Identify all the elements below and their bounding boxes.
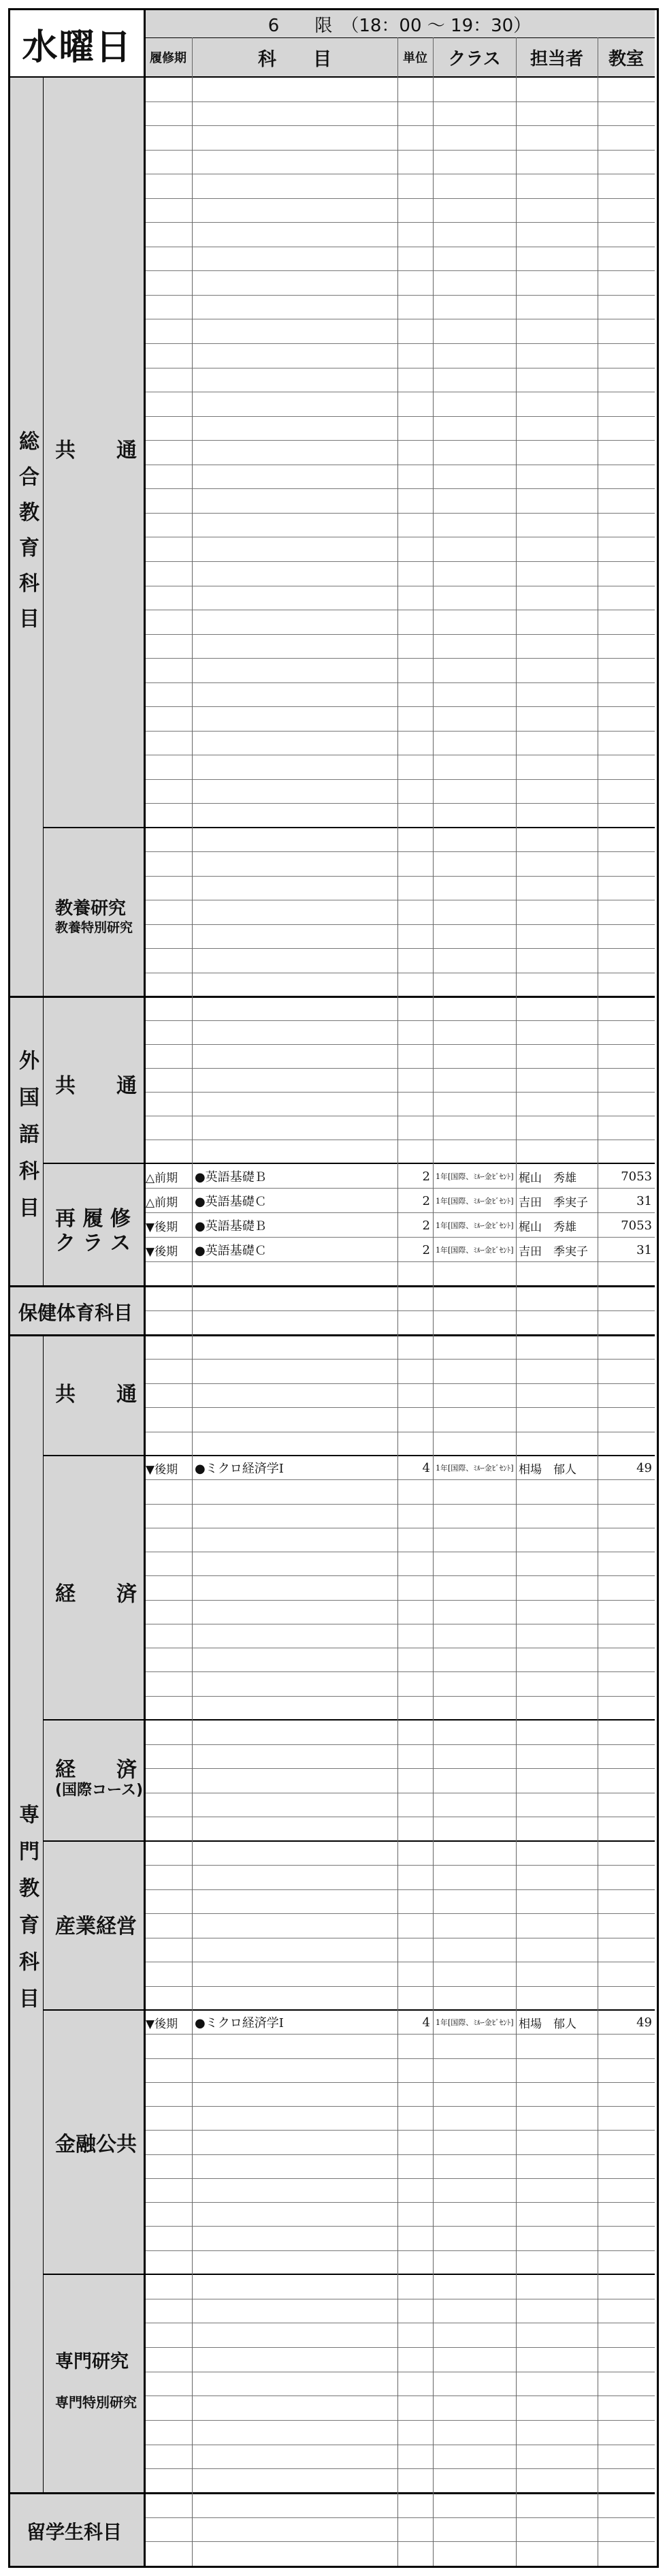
- course-row[interactable]: [144, 1456, 655, 1480]
- section-divider: [43, 1719, 655, 1721]
- section-general-common: [43, 77, 144, 828]
- course-room: 49: [636, 2015, 652, 2030]
- row-divider: [144, 1600, 655, 1601]
- row-divider: [144, 948, 655, 949]
- column-divider: [516, 37, 517, 2566]
- course-term: ▼後期: [146, 2017, 178, 2031]
- group-label-divider: [43, 77, 44, 1286]
- course-subject: ●英語基礎Ｂ: [195, 1170, 267, 1184]
- course-room: 7053: [621, 1218, 652, 1233]
- course-instructor: 梶山 秀雄: [519, 1220, 576, 1234]
- finance-label: 金融公共: [55, 2133, 137, 2156]
- row-divider: [144, 851, 655, 852]
- course-class: 1年[国際、ﾐﾙｰ金ﾋﾞｾﾝﾄ]: [436, 1464, 514, 1473]
- row-divider: [144, 1889, 655, 1890]
- row-divider: [144, 2178, 655, 2179]
- row-divider: [144, 1744, 655, 1745]
- section-divider: [43, 827, 655, 828]
- period-title: 6 限 （18：00 ～ 19：30）: [144, 10, 655, 37]
- course-credits: 4: [422, 2015, 430, 2030]
- group-divider: [10, 1334, 655, 1336]
- row-divider: [144, 779, 655, 780]
- column-header-row: [144, 37, 655, 77]
- row-divider: [144, 1020, 655, 1021]
- col-class: クラス: [448, 48, 501, 69]
- economics-intl-label-1: 経 済: [55, 1758, 137, 1782]
- column-divider: [433, 37, 434, 2566]
- header-divider: [10, 76, 655, 78]
- course-term: ▼後期: [146, 1462, 178, 1477]
- row-divider: [144, 2082, 655, 2083]
- row-divider: [144, 1696, 655, 1697]
- header-inner-divider: [144, 37, 655, 38]
- row-divider: [144, 1383, 655, 1384]
- course-subject: ●英語基礎Ｃ: [195, 1195, 267, 1209]
- row-divider: [144, 2250, 655, 2251]
- row-divider: [144, 222, 655, 223]
- course-row[interactable]: [144, 1164, 655, 1189]
- group-major: [10, 1335, 43, 2493]
- row-divider: [144, 706, 655, 707]
- section-major-research: [43, 2274, 144, 2493]
- group-foreign-label: 外国語科目: [15, 1049, 39, 1234]
- course-class: 1年[国際、ﾐﾙｰ金ﾋﾞｾﾝﾄ]: [436, 2018, 514, 2027]
- major-research-sub-label: 専門特別研究: [55, 2394, 137, 2410]
- row-divider: [144, 634, 655, 635]
- course-class: 1年[国際、ﾐﾙｰ金ﾋﾞｾﾝﾄ]: [436, 1221, 514, 1230]
- day-title: 水曜日: [22, 27, 133, 68]
- col-room: 教室: [608, 48, 644, 69]
- row-divider: [144, 1310, 655, 1311]
- row-divider: [144, 2347, 655, 2348]
- liberal-research-label: 教養研究: [55, 898, 127, 919]
- group-divider: [10, 1285, 655, 1287]
- row-divider: [144, 198, 655, 199]
- row-divider: [144, 2420, 655, 2421]
- section-divider: [43, 2274, 655, 2275]
- group-label-divider: [43, 1335, 44, 2493]
- section-economics-intl: [43, 1720, 144, 1841]
- group-foreign: [10, 996, 43, 1286]
- course-room: 31: [636, 1242, 652, 1257]
- course-subject: ●英語基礎Ｂ: [195, 1219, 267, 1234]
- row-divider: [144, 270, 655, 271]
- group-divider: [10, 996, 655, 998]
- course-instructor: 梶山 秀雄: [519, 1171, 576, 1185]
- foreign-common-label: 共 通: [55, 1074, 137, 1098]
- column-divider: [192, 37, 193, 2566]
- row-divider: [144, 924, 655, 925]
- course-class: 1年[国際、ﾐﾙｰ金ﾋﾞｾﾝﾄ]: [436, 1246, 514, 1255]
- row-divider: [144, 440, 655, 441]
- group-divider: [10, 2492, 655, 2494]
- row-divider: [144, 1092, 655, 1093]
- course-term: ▼後期: [146, 1244, 178, 1259]
- course-row[interactable]: [144, 1189, 655, 1213]
- row-divider: [144, 1407, 655, 1408]
- row-divider: [144, 513, 655, 514]
- row-divider: [144, 2106, 655, 2107]
- row-divider: [144, 1913, 655, 1914]
- row-divider: [144, 488, 655, 489]
- retake-label-1: 再 履 修: [55, 1207, 131, 1231]
- row-divider: [144, 125, 655, 126]
- course-credits: 2: [422, 1218, 430, 1233]
- row-divider: [144, 658, 655, 659]
- row-divider: [144, 731, 655, 732]
- section-economics: [43, 1456, 144, 1720]
- group-pe-label: 保健体育科目: [18, 1302, 133, 1324]
- section-general-common-label: 共 通: [55, 439, 137, 462]
- course-term: ▼後期: [146, 1220, 178, 1234]
- row-divider: [144, 2058, 655, 2059]
- section-divider: [43, 1840, 655, 1842]
- row-divider: [144, 1671, 655, 1672]
- row-divider: [144, 2541, 655, 2542]
- group-general: [10, 77, 43, 996]
- row-divider: [144, 1044, 655, 1045]
- course-class: 1年[国際、ﾐﾙｰ金ﾋﾞｾﾝﾄ]: [436, 1172, 514, 1181]
- course-class: 1年[国際、ﾐﾙｰ金ﾋﾞｾﾝﾄ]: [436, 1197, 514, 1206]
- course-row[interactable]: [144, 1238, 655, 1262]
- section-finance: [43, 2010, 144, 2274]
- group-intl-label: 留学生科目: [27, 2521, 123, 2543]
- course-subject: ●ミクロ経済学Ⅰ: [195, 2016, 284, 2030]
- section-foreign-retake: [43, 1163, 144, 1286]
- course-instructor: 相場 郁人: [519, 1462, 576, 1477]
- row-divider: [144, 343, 655, 344]
- row-divider: [144, 2517, 655, 2518]
- row-divider: [144, 101, 655, 102]
- row-divider: [144, 1504, 655, 1505]
- col-instructor: 担当者: [530, 48, 583, 69]
- group-intl: [10, 2493, 144, 2566]
- column-divider: [397, 37, 398, 2566]
- row-divider: [144, 2202, 655, 2203]
- course-room: 7053: [621, 1169, 652, 1184]
- industrial-label: 産業経営: [55, 1915, 137, 1938]
- row-divider: [144, 2226, 655, 2227]
- col-credits: 単位: [403, 51, 427, 65]
- section-major-common: [43, 1335, 144, 1456]
- row-divider: [144, 1068, 655, 1069]
- major-research-label: 専門研究: [55, 2351, 129, 2372]
- col-subject: 科 目: [258, 48, 331, 70]
- section-foreign-common: [43, 996, 144, 1163]
- course-instructor: 吉田 季実子: [519, 1195, 588, 1210]
- major-common-label: 共 通: [55, 1383, 137, 1407]
- liberal-research-sub-label: 教養特別研究: [55, 920, 133, 935]
- course-subject: ●ミクロ経済学Ⅰ: [195, 1462, 284, 1476]
- row-divider: [144, 150, 655, 151]
- course-instructor: 吉田 季実子: [519, 1244, 588, 1259]
- section-liberal-research: [43, 828, 144, 996]
- course-credits: 2: [422, 1169, 430, 1184]
- group-general-label: 総合教育科目: [15, 430, 39, 643]
- label-divider: [144, 10, 146, 2566]
- economics-label: 経 済: [55, 1582, 137, 1606]
- course-room: 49: [636, 1460, 652, 1475]
- retake-label-2: ク ラ ス: [55, 1231, 131, 1255]
- col-term: 履修期: [150, 51, 186, 65]
- row-divider: [144, 561, 655, 562]
- course-credits: 2: [422, 1242, 430, 1257]
- row-divider: [144, 2468, 655, 2469]
- course-row[interactable]: [144, 2010, 655, 2035]
- row-divider: [144, 1986, 655, 1987]
- section-industrial: [43, 1841, 144, 2010]
- group-pe: [10, 1286, 144, 1335]
- row-divider: [144, 295, 655, 296]
- row-divider: [144, 876, 655, 877]
- row-divider: [144, 1768, 655, 1769]
- course-instructor: 相場 郁人: [519, 2017, 576, 2031]
- row-divider: [144, 2154, 655, 2155]
- row-divider: [144, 1575, 655, 1576]
- row-divider: [144, 682, 655, 683]
- course-credits: 2: [422, 1193, 430, 1208]
- row-divider: [144, 1865, 655, 1866]
- row-divider: [144, 416, 655, 417]
- group-major-label: 専門教育科目: [15, 1804, 39, 2024]
- course-credits: 4: [422, 1460, 430, 1475]
- row-divider: [144, 1359, 655, 1360]
- course-room: 31: [636, 1193, 652, 1208]
- economics-intl-label-2: (国際コース): [55, 1782, 144, 1799]
- course-term: △前期: [146, 1195, 178, 1210]
- course-term: △前期: [146, 1171, 178, 1185]
- course-row[interactable]: [144, 1213, 655, 1238]
- row-divider: [144, 803, 655, 804]
- row-divider: [144, 2130, 655, 2131]
- course-subject: ●英語基礎Ｃ: [195, 1244, 267, 1258]
